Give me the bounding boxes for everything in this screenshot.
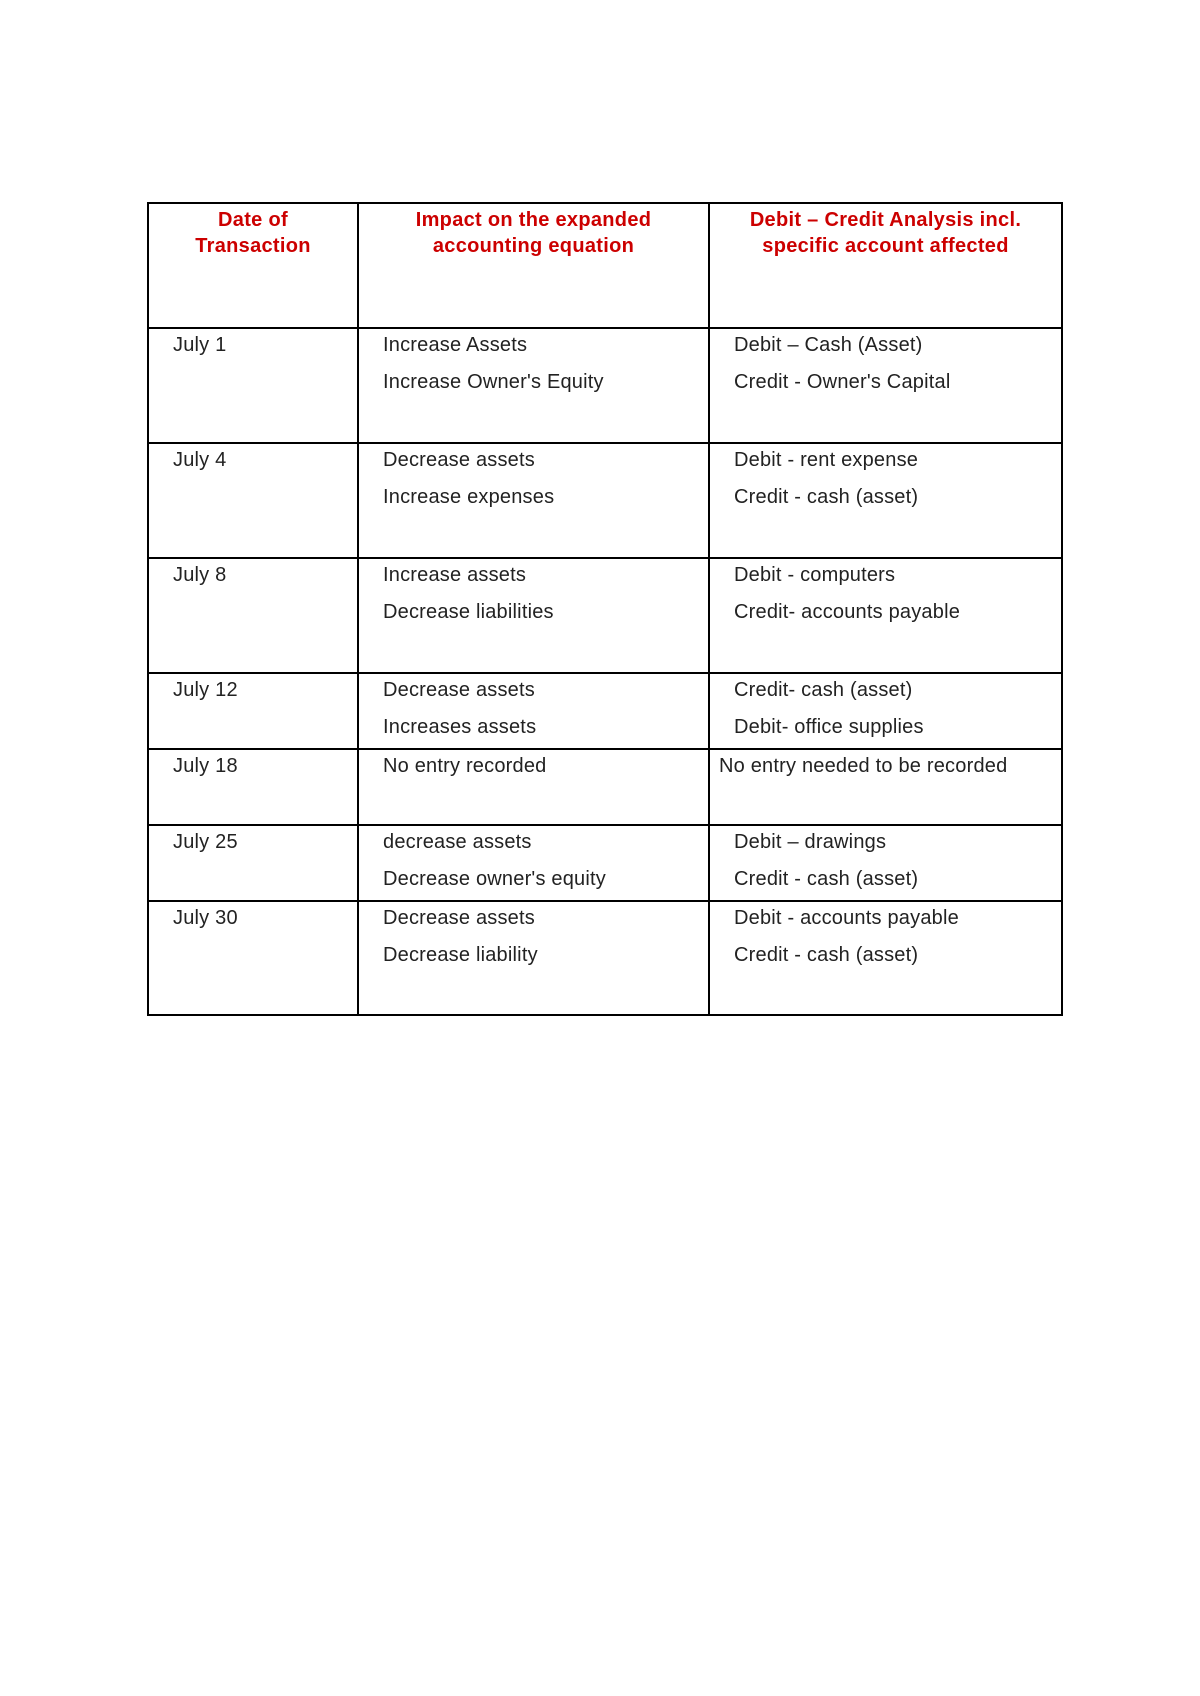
table-row <box>148 443 1062 558</box>
date-cell <box>148 443 358 558</box>
impact-text: Decrease assets <box>383 449 535 471</box>
date-text: July 8 <box>173 564 227 586</box>
impact-text: Increase assets <box>383 564 527 586</box>
table-header-row <box>148 203 1062 328</box>
impact-text: Decrease owner's equity <box>383 868 606 890</box>
date-text: July 30 <box>173 907 238 929</box>
impact-text: Decrease liability <box>383 944 538 966</box>
date-text: July 1 <box>173 334 227 356</box>
date-cell <box>148 901 358 1015</box>
analysis-text: Debit – Cash (Asset) <box>734 334 923 356</box>
impact-text: Increase Owner's Equity <box>383 371 604 393</box>
analysis-text: Debit – drawings <box>734 831 887 853</box>
date-cell <box>148 749 358 825</box>
impact-cell <box>358 901 709 1015</box>
analysis-text: Credit- accounts payable <box>734 601 961 623</box>
impact-cell <box>358 749 709 825</box>
analysis-text: Credit - cash (asset) <box>734 486 919 508</box>
analysis-text: Credit - cash (asset) <box>734 868 919 890</box>
impact-text: Increases assets <box>383 716 537 738</box>
impact-text: decrease assets <box>383 831 532 853</box>
analysis-text: Credit- cash (asset) <box>734 679 913 701</box>
table-row <box>148 328 1062 443</box>
date-cell <box>148 825 358 901</box>
date-text: July 25 <box>173 831 238 853</box>
header-analysis <box>709 203 1062 328</box>
impact-text: No entry recorded <box>383 755 547 777</box>
impact-cell <box>358 443 709 558</box>
impact-cell <box>358 673 709 749</box>
header-impact <box>358 203 709 328</box>
impact-text: Decrease liabilities <box>383 601 554 623</box>
date-cell <box>148 328 358 443</box>
impact-text: Decrease assets <box>383 907 535 929</box>
impact-cell <box>358 558 709 673</box>
transaction-analysis-table <box>147 202 1063 1016</box>
analysis-text: Debit - computers <box>734 564 896 586</box>
analysis-cell <box>709 443 1062 558</box>
analysis-cell <box>709 558 1062 673</box>
header-analysis-line-2: specific account affected <box>762 235 1009 257</box>
analysis-text: Debit- office supplies <box>734 716 924 738</box>
table-row <box>148 825 1062 901</box>
date-text: July 4 <box>173 449 227 471</box>
analysis-cell <box>709 901 1062 1015</box>
table-row <box>148 901 1062 1015</box>
analysis-cell <box>709 328 1062 443</box>
analysis-cell <box>709 673 1062 749</box>
analysis-cell <box>709 749 1062 825</box>
analysis-text: Debit - accounts payable <box>734 907 959 929</box>
table-row <box>148 673 1062 749</box>
impact-cell <box>358 825 709 901</box>
header-impact-line-1: Impact on the expanded <box>415 209 652 231</box>
header-date-line-2: Transaction <box>195 235 311 257</box>
table-row <box>148 749 1062 825</box>
header-date-line-1: Date of <box>218 209 288 231</box>
analysis-text: Credit - Owner's Capital <box>734 371 951 393</box>
analysis-text: Debit - rent expense <box>734 449 919 471</box>
date-cell <box>148 673 358 749</box>
date-text: July 12 <box>173 679 238 701</box>
analysis-text: No entry needed to be recorded <box>719 755 1008 777</box>
table-row <box>148 558 1062 673</box>
impact-cell <box>358 328 709 443</box>
impact-text: Decrease assets <box>383 679 535 701</box>
date-text: July 18 <box>173 755 238 777</box>
analysis-text: Credit - cash (asset) <box>734 944 919 966</box>
header-date <box>148 203 358 328</box>
header-impact-line-2: accounting equation <box>432 235 635 257</box>
date-cell <box>148 558 358 673</box>
analysis-cell <box>709 825 1062 901</box>
header-analysis-line-1: Debit – Credit Analysis incl. <box>749 209 1022 231</box>
impact-text: Increase Assets <box>383 334 528 356</box>
impact-text: Increase expenses <box>383 486 555 508</box>
